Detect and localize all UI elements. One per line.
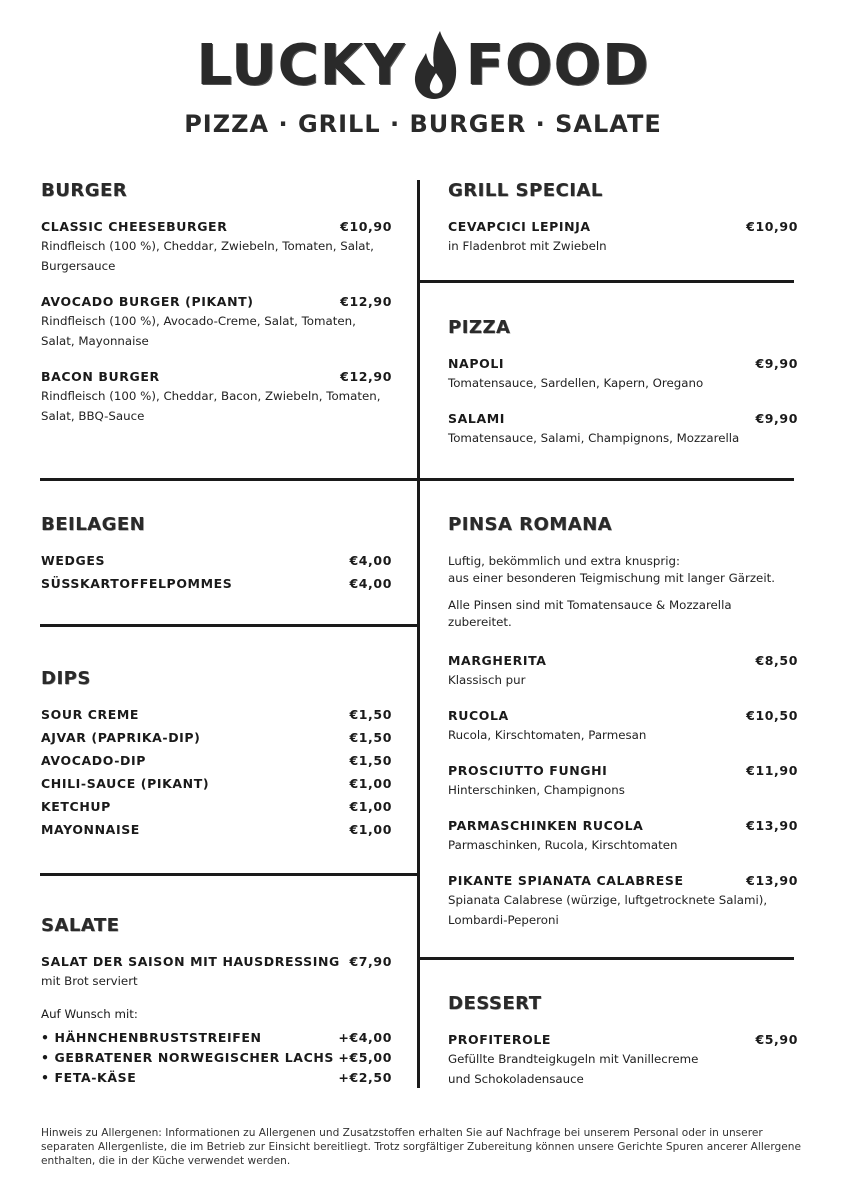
item-price: €10,50 [746, 708, 798, 723]
menu-item [448, 818, 798, 855]
item-price: €9,90 [755, 356, 798, 371]
menu-item [41, 776, 392, 793]
extra-price: +€5,00 [338, 1049, 392, 1065]
item-name: PARMASCHINKEN RUCOLA [448, 818, 644, 833]
item-price: €1,50 [349, 707, 392, 722]
item-price: €13,90 [746, 818, 798, 833]
flame-icon [410, 29, 462, 101]
section-title-pizza: PIZZA [448, 317, 511, 338]
item-price: €5,90 [755, 1032, 798, 1047]
extras-label: Auf Wunsch mit: [41, 1007, 138, 1021]
item-description: Hinterschinken, Champignons [448, 783, 625, 797]
column-divider-bottom [417, 478, 420, 1088]
item-name: KETCHUP [41, 799, 111, 814]
menu-item [41, 822, 392, 839]
menu-item [41, 730, 392, 747]
item-name: CHILI-SAUCE (PIKANT) [41, 776, 210, 791]
menu-item [41, 799, 392, 816]
section-title-dessert: DESSERT [448, 993, 542, 1014]
item-price: €8,50 [755, 653, 798, 668]
item-price: €13,90 [746, 873, 798, 888]
item-price: €1,50 [349, 730, 392, 745]
item-name: PIKANTE SPIANATA CALABRESE [448, 873, 684, 888]
menu-item [41, 753, 392, 770]
extra-option [41, 1047, 392, 1067]
item-description: Spianata Calabrese (würzige, luftgetrocknete Salami), Lombardi-Peperoni [448, 893, 768, 927]
section-title-dips: DIPS [41, 668, 91, 689]
menu-item [448, 653, 798, 690]
menu-item [448, 873, 798, 930]
item-name: BACON BURGER [41, 369, 160, 384]
pinsa-intro-line3: Alle Pinsen sind mit Tomatensauce & Mozzarella zubereitet. [448, 598, 732, 629]
item-name: SÜSSKARTOFFELPOMMES [41, 576, 233, 591]
item-description: Klassisch pur [448, 673, 526, 687]
section-title-beilagen: BEILAGEN [41, 514, 146, 535]
item-description: mit Brot serviert [41, 974, 138, 988]
item-description: Tomatensauce, Salami, Champignons, Mozzarella [448, 431, 740, 445]
brand-logo [0, 24, 846, 106]
item-name: AVOCADO-DIP [41, 753, 146, 768]
section-burger [41, 180, 392, 444]
item-name: CEVAPCICI LEPINJA [448, 219, 591, 234]
item-description: Gefüllte Brandteigkugeln mit Vanillecreme und Schokoladensauce [448, 1052, 699, 1086]
section-grill [448, 180, 798, 274]
section-title-salate: SALATE [41, 915, 120, 936]
item-price: €1,00 [349, 799, 392, 814]
menu-item [41, 576, 392, 593]
item-description: Parmaschinken, Rucola, Kirschtomaten [448, 838, 678, 852]
item-name: RUCOLA [448, 708, 509, 723]
section-title-grill: GRILL SPECIAL [448, 180, 603, 201]
item-name: SALAT DER SAISON MIT HAUSDRESSING [41, 954, 340, 969]
item-description: Rindfleisch (100 %), Cheddar, Bacon, Zwiebeln, Tomaten, Salat, BBQ-Sauce [41, 389, 381, 423]
item-price: €1,00 [349, 822, 392, 837]
section-dessert [448, 993, 798, 1107]
extra-option [41, 1067, 392, 1087]
menu-header [0, 24, 846, 138]
section-title-pinsa: PINSA ROMANA [448, 514, 613, 535]
item-name: SALAMI [448, 411, 506, 426]
allergen-notice: Hinweis zu Allergenen: Informationen zu Allergenen und Zusatzstoffen erhalten Sie auf Nachfrage bei unserem Personal oder in unserer separaten Allergenliste, die im Betrieb zur Einsicht bereitliegt. Trotz sorgfältiger Zubereitung können unsere Gerichte Spuren ancerer Allergene enthalten, die in der Küche verwendet werden. [41, 1127, 801, 1167]
item-price: €10,90 [340, 219, 392, 234]
item-description: in Fladenbrot mit Zwiebeln [448, 239, 607, 253]
divider-beilagen [40, 624, 417, 627]
item-name: CLASSIC CHEESEBURGER [41, 219, 228, 234]
extra-price: +€2,50 [338, 1069, 392, 1085]
item-price: €10,90 [746, 219, 798, 234]
extra-option [41, 1027, 392, 1047]
section-beilagen [41, 514, 392, 599]
brand-word-right: FOOD [465, 32, 650, 98]
item-price: €1,00 [349, 776, 392, 791]
divider-pinsa [420, 957, 794, 960]
menu-item [41, 954, 392, 991]
extra-name: • FETA-KÄSE [41, 1069, 137, 1085]
item-name: MARGHERITA [448, 653, 547, 668]
item-name: PROFITEROLE [448, 1032, 552, 1047]
menu-item [41, 553, 392, 570]
pinsa-intro-line1: Luftig, bekömmlich und extra knusprig: [448, 554, 680, 568]
section-pinsa [448, 514, 798, 948]
divider-row-mid [40, 478, 794, 481]
tagline: PIZZA · GRILL · BURGER · SALATE [184, 110, 662, 138]
item-price: €9,90 [755, 411, 798, 426]
extra-name: • HÄHNCHENBRUSTSTREIFEN [41, 1029, 262, 1045]
item-price: €11,90 [746, 763, 798, 778]
item-price: €12,90 [340, 294, 392, 309]
divider-grill [420, 280, 794, 283]
section-pizza [448, 317, 798, 466]
extra-price: +€4,00 [338, 1029, 392, 1045]
item-price: €4,00 [349, 553, 392, 568]
menu-item [41, 707, 392, 724]
menu-item [448, 708, 798, 745]
brand-word-left: LUCKY [196, 32, 406, 98]
item-description: Tomatensauce, Sardellen, Kapern, Oregano [448, 376, 704, 390]
item-price: €1,50 [349, 753, 392, 768]
item-description: Rindfleisch (100 %), Avocado-Creme, Salat, Tomaten, Salat, Mayonnaise [41, 314, 356, 348]
item-price: €4,00 [349, 576, 392, 591]
item-name: SOUR CREME [41, 707, 140, 722]
item-price: €12,90 [340, 369, 392, 384]
menu-item [448, 219, 798, 256]
menu-item [41, 369, 392, 426]
item-description: Rindfleisch (100 %), Cheddar, Zwiebeln, Tomaten, Salat, Burgersauce [41, 239, 374, 273]
pinsa-intro-line2: aus einer besonderen Teigmischung mit langer Gärzeit. [448, 571, 775, 585]
section-salate [41, 915, 392, 1087]
section-dips [41, 668, 392, 845]
section-title-burger: BURGER [41, 180, 128, 201]
menu-item [41, 219, 392, 276]
menu-item [41, 294, 392, 351]
menu-item [448, 356, 798, 393]
divider-dips [40, 873, 417, 876]
item-name: WEDGES [41, 553, 106, 568]
item-description: Rucola, Kirschtomaten, Parmesan [448, 728, 647, 742]
item-name: PROSCIUTTO FUNGHI [448, 763, 608, 778]
item-name: NAPOLI [448, 356, 505, 371]
item-name: MAYONNAISE [41, 822, 140, 837]
extra-name: • GEBRATENER NORWEGISCHER LACHS [41, 1049, 335, 1065]
item-price: €7,90 [349, 954, 392, 969]
menu-item [448, 1032, 798, 1089]
item-name: AVOCADO BURGER (PIKANT) [41, 294, 254, 309]
menu-item [448, 763, 798, 800]
column-divider-top [417, 180, 420, 478]
item-name: AJVAR (PAPRIKA-DIP) [41, 730, 201, 745]
menu-item [448, 411, 798, 448]
